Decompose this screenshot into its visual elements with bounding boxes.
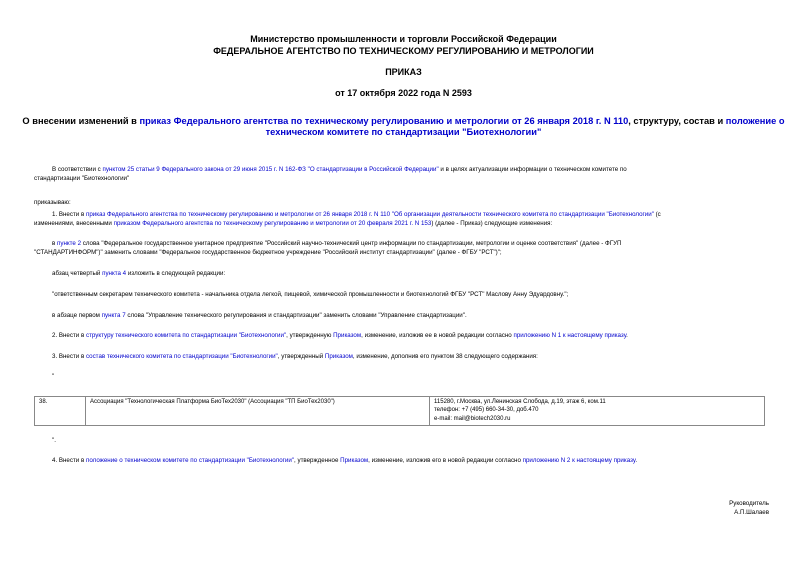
item1b-text-1: абзац четвертый — [52, 270, 103, 277]
table-cell-contacts — [430, 397, 765, 426]
item1-link-order[interactable]: приказ Федерального агентства по техническому регулированию и метрологии от 26 января 2018 г. N 110 — [85, 211, 391, 218]
item4-link-regulation[interactable]: положение о техническом комитете по стандартизации "Биотехнологии" — [85, 457, 295, 464]
item3-link-composition[interactable]: состав технического комитета по стандартизации "Биотехнологии" — [85, 353, 278, 360]
item1-link-order-153[interactable]: приказом Федерального агентства по техническому регулированию и метрологии от 20 февраля 2021 г. N 153 — [113, 219, 432, 227]
item1b-text-2: изложить в следующей редакции: — [126, 270, 226, 277]
item2-text-3: , изменение, изложив ее в новой редакции согласно — [361, 332, 514, 339]
table-cell-number: 38. — [35, 397, 86, 426]
contact-email: e-mail: mail@biotech2030.ru — [434, 415, 511, 422]
item1a-link-point2[interactable]: пункте 2 — [57, 240, 82, 247]
title-text-1: О внесении изменений в — [22, 116, 140, 126]
prikazyvayu: приказываю: — [34, 199, 71, 206]
item3-text-1: 3. Внести в — [52, 353, 86, 360]
intro-text-3: стандартизации "Биотехнологии" — [34, 174, 130, 182]
doc-title — [0, 116, 807, 138]
item1-text-3: (с — [653, 211, 661, 218]
item2-text-1: 2. Внести в — [52, 332, 86, 339]
item1c-link-point7[interactable]: пункта 7 — [101, 312, 126, 319]
item-2 — [52, 332, 628, 341]
item4-text-3: , изменение, изложив его в новой редакции согласно — [368, 457, 523, 464]
item1-text-4: изменениями, внесенными — [34, 219, 114, 227]
item-1 — [34, 211, 769, 228]
item2-link-appendix1[interactable]: приложению N 1 к настоящему приказу — [513, 332, 627, 339]
title-link-committee[interactable]: техническом комитете по стандартизации "Биотехнологии" — [265, 127, 542, 137]
title-link-order-110[interactable]: приказ Федерального агентства по техническому регулированию и метрологии от 26 января 2018 г. N 110 — [139, 116, 629, 126]
contact-phone: телефон: +7 (495) 660-34-30, доб.470 — [434, 407, 539, 414]
item-1a — [34, 240, 769, 257]
intro-paragraph — [34, 166, 769, 183]
title-text-2: , структуру, состав и — [628, 116, 726, 126]
item1-link-title[interactable]: "Об организации деятельности технического комитета по стандартизации "Биотехнологии" — [390, 211, 654, 218]
title-link-regulation[interactable]: положение о — [725, 116, 785, 126]
item1a-text-2: слова "Федеральное государственное унитарное предприятие "Российский научно-технический центр информации по стандартизации, метрологии и оценке соответствия" (далее - ФГУП — [81, 240, 622, 247]
table-cell-org-name: Ассоциация "Технологическая Платформа БиоТех2030" (Ассоциация "ТП БиоТех2030") — [86, 397, 430, 426]
item1-text-1: 1. Внести в — [52, 211, 86, 218]
doc-date-number: от 17 октября 2022 года N 2593 — [335, 88, 472, 98]
item1c-text-1: в абзаце первом — [52, 312, 102, 319]
intro-text-2: и в целях актуализации информации о техническом комитете по — [438, 166, 627, 173]
quote-open: " — [52, 373, 55, 380]
item3-text-3: , изменение, дополнив его пунктом 38 следующего содержания: — [352, 353, 538, 360]
item1-text-5: ) (далее - Приказ) следующие изменения: — [431, 219, 553, 227]
item-3 — [52, 353, 538, 362]
intro-link-law[interactable]: пунктом 25 статьи 9 Федерального закона от 29 июня 2015 г. N 162-ФЗ "О стандартизации в Российской Федерации" — [102, 166, 439, 173]
item1a-text-3: "СТАНДАРТИНФОРМ")" заменить словами "Федеральное государственное бюджетное учреждение "Российский институт стандартизации" (далее - ФГБУ "РСТ")"; — [34, 248, 502, 256]
signature-position: Руководитель — [729, 500, 769, 507]
signature-name: А.П.Шалаев — [734, 509, 769, 516]
quote-close: ". — [52, 437, 56, 444]
item1a-text-1: в — [52, 240, 58, 247]
item1b-quote: "ответственным секретарем технического комитета - начальника отдела легкой, пищевой, химической промышленности и биотехнологий ФГБУ "РСТ" Маслову Анну Эдуардовну."; — [52, 291, 569, 298]
item1b-link-point4[interactable]: пункта 4 — [102, 270, 127, 277]
composition-table — [34, 396, 765, 426]
item4-text-4: . — [635, 457, 638, 464]
item4-text-1: 4. Внести в — [52, 457, 86, 464]
item3-link-order[interactable]: Приказом — [324, 353, 353, 360]
contact-address: 115280, г.Москва, ул.Ленинская Слобода, д.19, этаж 6, ком.11 — [434, 399, 606, 405]
item2-link-order[interactable]: Приказом — [333, 332, 362, 339]
table-row — [35, 397, 765, 426]
item-4 — [52, 457, 637, 466]
item-1b — [52, 270, 225, 279]
ministry-name: Министерство промышленности и торговли Российской Федерации — [250, 34, 557, 44]
doc-type: ПРИКАЗ — [385, 67, 422, 77]
item4-text-2: , утвержденное — [294, 457, 341, 464]
item4-link-appendix2[interactable]: приложению N 2 к настоящему приказу — [522, 457, 636, 464]
item2-text-2: , утвержденную — [286, 332, 334, 339]
item-1c — [52, 312, 467, 321]
item4-link-order[interactable]: Приказом — [340, 457, 369, 464]
item2-link-structure[interactable]: структуру технического комитета по стандартизации "Биотехнологии" — [85, 332, 287, 339]
item2-text-4: . — [626, 332, 628, 339]
item1c-text-2: слова "Управление технического регулирования и стандартизации" заменить словами "Управление стандартизации". — [125, 312, 467, 319]
agency-name: ФЕДЕРАЛЬНОЕ АГЕНТСТВО ПО ТЕХНИЧЕСКОМУ РЕГУЛИРОВАНИЮ И МЕТРОЛОГИИ — [213, 46, 594, 56]
intro-text-1: В соответствии с — [52, 166, 103, 173]
item3-text-2: , утвержденный — [277, 353, 325, 360]
